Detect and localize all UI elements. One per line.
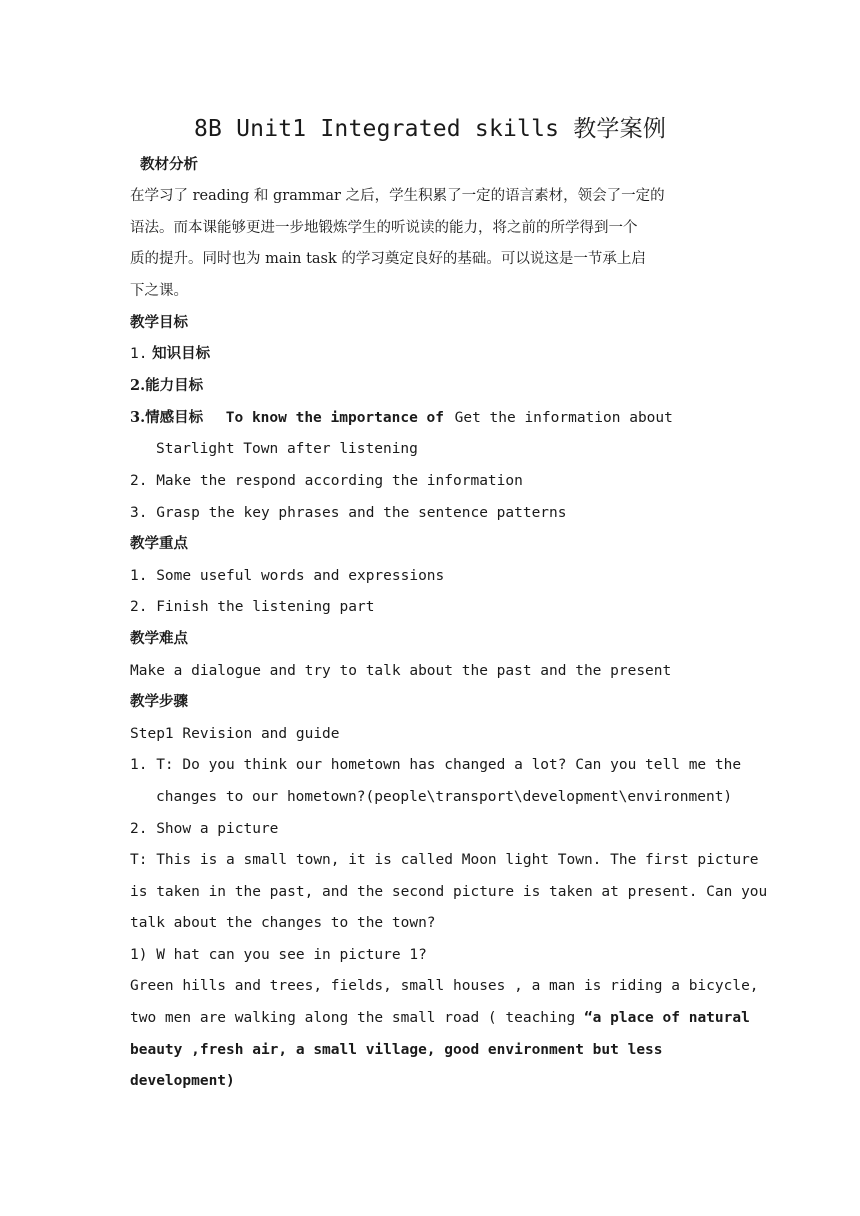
objective-knowledge-label: 知识目标 [152,345,211,362]
step1-question-1-cont [156,786,732,808]
objective-ability: 2.能力目标 [130,377,204,394]
answer-line-2-a: two men are walking along the small road ( teaching [130,1010,584,1026]
step1-title: Step1 Revision and guide [130,726,340,742]
heading-key-points: 教学重点 [130,535,188,552]
heading-objectives: 教学目标 [130,314,188,331]
objective-emotion-rest: et the information about [463,410,673,426]
objective-item-3: 3. Grasp the key phrases and the sentence patterns [130,505,567,521]
objective-emotion-label: 3.情感目标 [130,409,204,426]
step1-question-1-cont-b: (people\transport\development\environment) [365,789,733,805]
key-item-1: 1. Some useful words and expressions [130,568,445,584]
answer-line-2 [130,1007,750,1029]
step1-question-1: 1. T: Do you think our hometown has changed a lot? Can you tell me the [130,757,742,773]
answer-line-1: Green hills and trees, fields, small houses , a man is riding a bicycle, [130,978,759,994]
heading-difficulty: 教学难点 [130,630,188,647]
objective-number: 1. [130,346,148,362]
teacher-line-3: talk about the changes to the town? [130,915,436,931]
heading-steps: 教学步骤 [130,693,188,710]
objective-item-2: 2. Make the respond according the information [130,473,523,489]
answer-line-2-b: “a place of natural [583,1010,750,1026]
heading-textbook-analysis: 教材分析 [140,156,198,173]
answer-line-3: beauty ,fresh air, a small village, good environment but less [130,1042,663,1058]
difficulty-text: Make a dialogue and try to talk about the past and the present [130,663,672,679]
objective-emotion [130,407,673,429]
analysis-line-1: 在学习了 reading 和 grammar 之后，学生积累了一定的语言素材，领会了一定的 [130,188,665,204]
analysis-line-3: 质的提升。同时也为 main task 的学习奠定良好的基础。可以说这是一节承上启 [130,251,646,267]
step1-question-1-cont-a: changes to our hometown? [156,789,366,805]
teacher-line-1: T: This is a small town, it is called Moon light Town. The first picture [130,852,759,868]
answer-line-4: development) [130,1073,235,1089]
objective-emotion-line-2: Starlight Town after listening [156,441,418,457]
analysis-line-4: 下之课。 [130,283,188,299]
key-item-2: 2. Finish the listening part [130,599,375,615]
step1-question-2: 2. Show a picture [130,821,279,837]
document-title: 8B Unit1 Integrated skills 教学案例 [193,116,667,142]
analysis-line-2: 语法。而本课能够更进一步地锻炼学生的听说读的能力，将之前的所学得到一个 [130,220,638,236]
teacher-line-2: is taken in the past, and the second picture is taken at present. Can you [130,884,768,900]
picture-question: 1) W hat can you see in picture 1? [130,947,427,963]
objective-emotion-bold-text: To know the importance of [225,410,444,426]
objective-knowledge [130,343,210,365]
objective-emotion-g: G [454,410,464,426]
